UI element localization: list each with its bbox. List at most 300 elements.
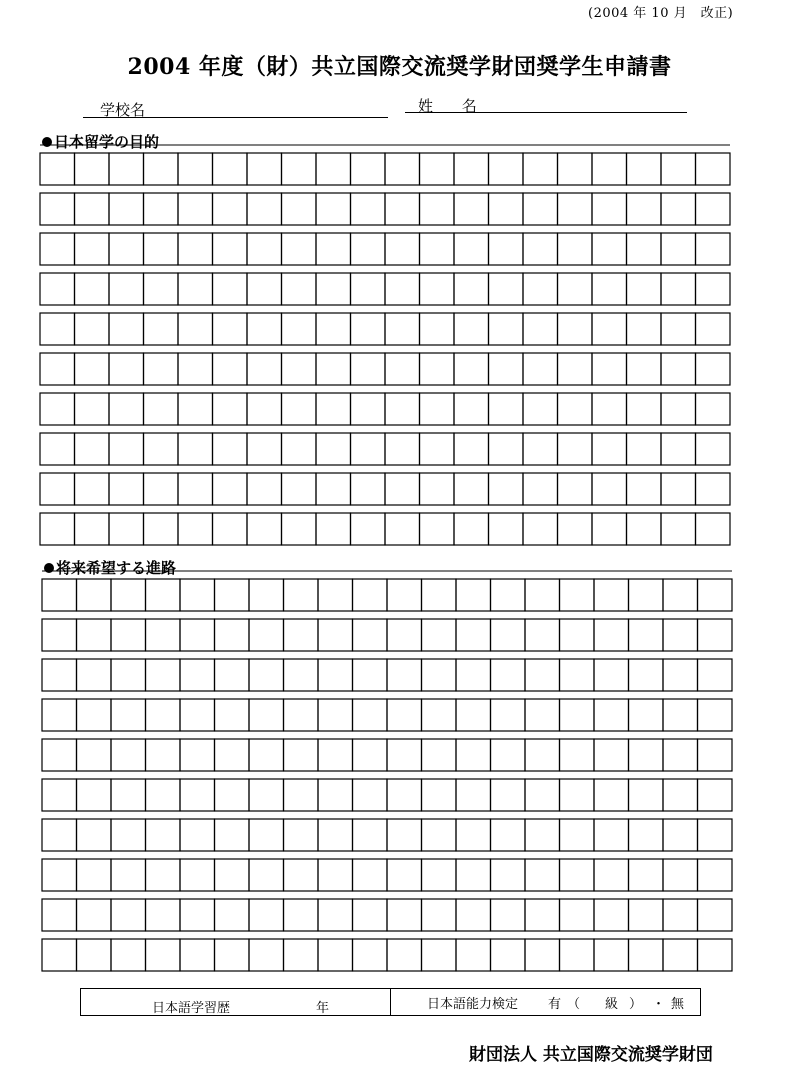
grid-cell[interactable] (247, 313, 282, 345)
grid-cell[interactable] (385, 273, 420, 305)
grid-cell[interactable] (560, 619, 595, 651)
grid-cell[interactable] (318, 659, 353, 691)
grid-cell[interactable] (318, 819, 353, 851)
grid-cell[interactable] (111, 939, 146, 971)
grid-cell[interactable] (247, 233, 282, 265)
grid-cell[interactable] (77, 739, 112, 771)
grid-cell[interactable] (456, 659, 491, 691)
grid-cell[interactable] (42, 739, 77, 771)
grid-cell[interactable] (456, 739, 491, 771)
grid-cell[interactable] (247, 193, 282, 225)
grid-cell[interactable] (560, 779, 595, 811)
grid-cell[interactable] (77, 579, 112, 611)
grid-cell[interactable] (40, 233, 75, 265)
grid-cell[interactable] (213, 353, 248, 385)
grid-cell[interactable] (318, 739, 353, 771)
grid-cell[interactable] (627, 313, 662, 345)
grid-cell[interactable] (525, 819, 560, 851)
grid-cell[interactable] (318, 579, 353, 611)
grid-cell[interactable] (249, 779, 284, 811)
grid-cell[interactable] (146, 859, 181, 891)
grid-cell[interactable] (144, 153, 179, 185)
grid-cell[interactable] (284, 659, 319, 691)
grid-cell[interactable] (698, 699, 733, 731)
grid-cell[interactable] (592, 353, 627, 385)
grid-cell[interactable] (318, 899, 353, 931)
grid-cell[interactable] (77, 819, 112, 851)
grid-cell[interactable] (215, 819, 250, 851)
grid-cell[interactable] (77, 859, 112, 891)
grid-cell[interactable] (387, 899, 422, 931)
grid-cell[interactable] (213, 153, 248, 185)
grid-cell[interactable] (353, 819, 388, 851)
grid-cell[interactable] (178, 353, 213, 385)
grid-cell[interactable] (316, 353, 351, 385)
grid-cell[interactable] (42, 899, 77, 931)
grid-cell[interactable] (523, 193, 558, 225)
grid-cell[interactable] (663, 619, 698, 651)
grid-cell[interactable] (663, 779, 698, 811)
grid-cell[interactable] (560, 739, 595, 771)
grid-cell[interactable] (284, 899, 319, 931)
grid-cell[interactable] (353, 699, 388, 731)
grid-cell[interactable] (284, 579, 319, 611)
grid-cell[interactable] (249, 619, 284, 651)
grid-cell[interactable] (353, 619, 388, 651)
grid-cell[interactable] (109, 473, 144, 505)
grid-cell[interactable] (249, 939, 284, 971)
grid-cell[interactable] (525, 619, 560, 651)
grid-cell[interactable] (247, 473, 282, 505)
grid-cell[interactable] (629, 739, 664, 771)
grid-cell[interactable] (489, 473, 524, 505)
grid-cell[interactable] (696, 513, 731, 545)
grid-cell[interactable] (420, 473, 455, 505)
grid-cell[interactable] (558, 393, 593, 425)
grid-cell[interactable] (282, 273, 317, 305)
grid-cell[interactable] (525, 779, 560, 811)
grid-cell[interactable] (385, 393, 420, 425)
grid-cell[interactable] (353, 659, 388, 691)
grid-cell[interactable] (489, 513, 524, 545)
grid-cell[interactable] (594, 619, 629, 651)
grid-cell[interactable] (525, 899, 560, 931)
grid-cell[interactable] (249, 659, 284, 691)
grid-cell[interactable] (215, 579, 250, 611)
purpose-writing-grid[interactable] (38, 143, 732, 553)
grid-cell[interactable] (663, 939, 698, 971)
grid-cell[interactable] (178, 153, 213, 185)
grid-cell[interactable] (422, 939, 457, 971)
grid-cell[interactable] (456, 619, 491, 651)
grid-cell[interactable] (282, 193, 317, 225)
applicant-name-field[interactable] (405, 112, 687, 113)
grid-cell[interactable] (180, 899, 215, 931)
grid-cell[interactable] (698, 659, 733, 691)
grid-cell[interactable] (663, 659, 698, 691)
grid-cell[interactable] (387, 819, 422, 851)
grid-cell[interactable] (40, 473, 75, 505)
grid-cell[interactable] (560, 859, 595, 891)
grid-cell[interactable] (661, 353, 696, 385)
grid-cell[interactable] (351, 473, 386, 505)
grid-cell[interactable] (215, 659, 250, 691)
grid-cell[interactable] (247, 153, 282, 185)
grid-cell[interactable] (77, 899, 112, 931)
grid-cell[interactable] (661, 153, 696, 185)
grid-cell[interactable] (351, 313, 386, 345)
grid-cell[interactable] (316, 393, 351, 425)
grid-cell[interactable] (523, 313, 558, 345)
grid-cell[interactable] (42, 699, 77, 731)
grid-cell[interactable] (696, 313, 731, 345)
jlpt-no-option[interactable]: 無 (671, 997, 685, 1012)
grid-cell[interactable] (385, 193, 420, 225)
grid-cell[interactable] (215, 739, 250, 771)
grid-cell[interactable] (385, 153, 420, 185)
grid-cell[interactable] (75, 233, 110, 265)
grid-cell[interactable] (351, 153, 386, 185)
grid-cell[interactable] (282, 513, 317, 545)
grid-cell[interactable] (629, 579, 664, 611)
grid-cell[interactable] (491, 779, 526, 811)
grid-cell[interactable] (523, 153, 558, 185)
grid-cell[interactable] (284, 819, 319, 851)
grid-cell[interactable] (629, 819, 664, 851)
grid-cell[interactable] (351, 393, 386, 425)
grid-cell[interactable] (696, 153, 731, 185)
grid-cell[interactable] (489, 433, 524, 465)
grid-cell[interactable] (178, 513, 213, 545)
grid-cell[interactable] (558, 433, 593, 465)
grid-cell[interactable] (663, 579, 698, 611)
grid-cell[interactable] (560, 579, 595, 611)
grid-cell[interactable] (558, 153, 593, 185)
grid-cell[interactable] (491, 619, 526, 651)
grid-cell[interactable] (523, 233, 558, 265)
grid-cell[interactable] (144, 433, 179, 465)
grid-cell[interactable] (627, 513, 662, 545)
grid-cell[interactable] (523, 353, 558, 385)
grid-cell[interactable] (282, 313, 317, 345)
grid-cell[interactable] (489, 153, 524, 185)
grid-cell[interactable] (213, 473, 248, 505)
grid-cell[interactable] (351, 273, 386, 305)
grid-cell[interactable] (282, 353, 317, 385)
grid-cell[interactable] (213, 193, 248, 225)
grid-cell[interactable] (454, 353, 489, 385)
grid-cell[interactable] (180, 819, 215, 851)
grid-cell[interactable] (318, 859, 353, 891)
grid-cell[interactable] (213, 513, 248, 545)
grid-cell[interactable] (661, 513, 696, 545)
grid-cell[interactable] (178, 393, 213, 425)
grid-cell[interactable] (111, 579, 146, 611)
grid-cell[interactable] (109, 193, 144, 225)
grid-cell[interactable] (661, 473, 696, 505)
grid-cell[interactable] (592, 473, 627, 505)
grid-cell[interactable] (525, 699, 560, 731)
grid-cell[interactable] (316, 153, 351, 185)
grid-cell[interactable] (454, 193, 489, 225)
grid-cell[interactable] (385, 473, 420, 505)
grid-cell[interactable] (663, 819, 698, 851)
grid-cell[interactable] (525, 939, 560, 971)
grid-cell[interactable] (422, 579, 457, 611)
grid-cell[interactable] (523, 433, 558, 465)
grid-cell[interactable] (422, 659, 457, 691)
grid-cell[interactable] (316, 473, 351, 505)
grid-cell[interactable] (351, 233, 386, 265)
grid-cell[interactable] (42, 659, 77, 691)
grid-cell[interactable] (629, 859, 664, 891)
grid-cell[interactable] (353, 779, 388, 811)
grid-cell[interactable] (111, 619, 146, 651)
grid-cell[interactable] (491, 819, 526, 851)
future-writing-grid[interactable] (40, 569, 734, 979)
grid-cell[interactable] (40, 273, 75, 305)
grid-cell[interactable] (489, 233, 524, 265)
grid-cell[interactable] (249, 739, 284, 771)
grid-cell[interactable] (387, 699, 422, 731)
grid-cell[interactable] (318, 779, 353, 811)
grid-cell[interactable] (385, 313, 420, 345)
grid-cell[interactable] (75, 273, 110, 305)
grid-cell[interactable] (592, 313, 627, 345)
grid-cell[interactable] (42, 779, 77, 811)
grid-cell[interactable] (77, 779, 112, 811)
grid-cell[interactable] (144, 273, 179, 305)
grid-cell[interactable] (491, 699, 526, 731)
grid-cell[interactable] (284, 699, 319, 731)
grid-cell[interactable] (629, 779, 664, 811)
grid-cell[interactable] (144, 233, 179, 265)
grid-cell[interactable] (111, 779, 146, 811)
grid-cell[interactable] (558, 313, 593, 345)
grid-cell[interactable] (282, 433, 317, 465)
grid-cell[interactable] (661, 193, 696, 225)
grid-cell[interactable] (420, 153, 455, 185)
grid-cell[interactable] (77, 619, 112, 651)
grid-cell[interactable] (215, 619, 250, 651)
grid-cell[interactable] (420, 353, 455, 385)
grid-cell[interactable] (387, 659, 422, 691)
grid-cell[interactable] (454, 433, 489, 465)
grid-cell[interactable] (491, 739, 526, 771)
grid-cell[interactable] (491, 939, 526, 971)
grid-cell[interactable] (387, 619, 422, 651)
grid-cell[interactable] (592, 433, 627, 465)
grid-cell[interactable] (420, 193, 455, 225)
grid-cell[interactable] (698, 819, 733, 851)
grid-cell[interactable] (592, 273, 627, 305)
grid-cell[interactable] (629, 939, 664, 971)
grid-cell[interactable] (456, 939, 491, 971)
grid-cell[interactable] (422, 899, 457, 931)
grid-cell[interactable] (629, 899, 664, 931)
grid-cell[interactable] (180, 619, 215, 651)
grid-cell[interactable] (491, 899, 526, 931)
grid-cell[interactable] (75, 433, 110, 465)
grid-cell[interactable] (456, 579, 491, 611)
grid-cell[interactable] (42, 619, 77, 651)
grid-cell[interactable] (351, 433, 386, 465)
grid-cell[interactable] (592, 393, 627, 425)
grid-cell[interactable] (663, 739, 698, 771)
grid-cell[interactable] (560, 939, 595, 971)
grid-cell[interactable] (698, 859, 733, 891)
grid-cell[interactable] (627, 433, 662, 465)
grid-cell[interactable] (318, 699, 353, 731)
grid-cell[interactable] (661, 433, 696, 465)
grid-cell[interactable] (627, 473, 662, 505)
school-name-field[interactable] (83, 117, 388, 118)
grid-cell[interactable] (75, 353, 110, 385)
grid-cell[interactable] (42, 939, 77, 971)
grid-cell[interactable] (558, 193, 593, 225)
grid-cell[interactable] (592, 233, 627, 265)
grid-cell[interactable] (249, 819, 284, 851)
grid-cell[interactable] (144, 313, 179, 345)
grid-cell[interactable] (696, 433, 731, 465)
grid-cell[interactable] (111, 819, 146, 851)
grid-cell[interactable] (353, 939, 388, 971)
grid-cell[interactable] (284, 939, 319, 971)
grid-cell[interactable] (422, 819, 457, 851)
grid-cell[interactable] (75, 473, 110, 505)
jlpt-yes-option[interactable]: 有 (548, 997, 562, 1012)
grid-cell[interactable] (696, 473, 731, 505)
grid-cell[interactable] (627, 193, 662, 225)
grid-cell[interactable] (661, 393, 696, 425)
grid-cell[interactable] (629, 699, 664, 731)
grid-cell[interactable] (696, 273, 731, 305)
grid-cell[interactable] (144, 393, 179, 425)
grid-cell[interactable] (592, 513, 627, 545)
grid-cell[interactable] (422, 619, 457, 651)
grid-cell[interactable] (594, 939, 629, 971)
grid-cell[interactable] (594, 859, 629, 891)
grid-cell[interactable] (77, 659, 112, 691)
grid-cell[interactable] (146, 899, 181, 931)
grid-cell[interactable] (284, 859, 319, 891)
grid-cell[interactable] (698, 619, 733, 651)
grid-cell[interactable] (213, 273, 248, 305)
grid-cell[interactable] (249, 859, 284, 891)
grid-cell[interactable] (40, 433, 75, 465)
grid-cell[interactable] (454, 393, 489, 425)
grid-cell[interactable] (456, 819, 491, 851)
grid-cell[interactable] (594, 899, 629, 931)
grid-cell[interactable] (180, 859, 215, 891)
grid-cell[interactable] (213, 313, 248, 345)
grid-cell[interactable] (627, 153, 662, 185)
grid-cell[interactable] (213, 233, 248, 265)
grid-cell[interactable] (558, 473, 593, 505)
grid-cell[interactable] (422, 739, 457, 771)
grid-cell[interactable] (525, 859, 560, 891)
grid-cell[interactable] (420, 513, 455, 545)
grid-cell[interactable] (247, 513, 282, 545)
grid-cell[interactable] (316, 313, 351, 345)
grid-cell[interactable] (247, 353, 282, 385)
grid-cell[interactable] (284, 619, 319, 651)
grid-cell[interactable] (454, 513, 489, 545)
grid-cell[interactable] (698, 779, 733, 811)
grid-cell[interactable] (454, 153, 489, 185)
grid-cell[interactable] (696, 233, 731, 265)
grid-cell[interactable] (661, 233, 696, 265)
grid-cell[interactable] (75, 153, 110, 185)
grid-cell[interactable] (282, 393, 317, 425)
grid-cell[interactable] (523, 513, 558, 545)
grid-cell[interactable] (420, 233, 455, 265)
grid-cell[interactable] (387, 579, 422, 611)
grid-cell[interactable] (353, 899, 388, 931)
grid-cell[interactable] (178, 193, 213, 225)
grid-cell[interactable] (282, 153, 317, 185)
grid-cell[interactable] (109, 513, 144, 545)
grid-cell[interactable] (40, 513, 75, 545)
grid-cell[interactable] (316, 273, 351, 305)
grid-cell[interactable] (456, 699, 491, 731)
grid-cell[interactable] (40, 193, 75, 225)
grid-cell[interactable] (353, 739, 388, 771)
grid-cell[interactable] (180, 659, 215, 691)
grid-cell[interactable] (420, 273, 455, 305)
grid-cell[interactable] (525, 659, 560, 691)
grid-cell[interactable] (523, 273, 558, 305)
grid-cell[interactable] (146, 819, 181, 851)
grid-cell[interactable] (318, 619, 353, 651)
grid-cell[interactable] (456, 859, 491, 891)
grid-cell[interactable] (247, 393, 282, 425)
grid-cell[interactable] (385, 353, 420, 385)
grid-cell[interactable] (525, 739, 560, 771)
grid-cell[interactable] (489, 273, 524, 305)
grid-cell[interactable] (178, 273, 213, 305)
grid-cell[interactable] (422, 859, 457, 891)
grid-cell[interactable] (215, 939, 250, 971)
grid-cell[interactable] (385, 433, 420, 465)
grid-cell[interactable] (111, 739, 146, 771)
grid-cell[interactable] (351, 353, 386, 385)
grid-cell[interactable] (180, 779, 215, 811)
grid-cell[interactable] (558, 513, 593, 545)
grid-cell[interactable] (75, 313, 110, 345)
grid-cell[interactable] (249, 899, 284, 931)
grid-cell[interactable] (558, 273, 593, 305)
grid-cell[interactable] (698, 739, 733, 771)
grid-cell[interactable] (75, 513, 110, 545)
grid-cell[interactable] (491, 859, 526, 891)
grid-cell[interactable] (180, 579, 215, 611)
grid-cell[interactable] (249, 579, 284, 611)
grid-cell[interactable] (489, 353, 524, 385)
grid-cell[interactable] (180, 739, 215, 771)
grid-cell[interactable] (144, 473, 179, 505)
grid-cell[interactable] (420, 313, 455, 345)
grid-cell[interactable] (318, 939, 353, 971)
grid-cell[interactable] (454, 273, 489, 305)
grid-cell[interactable] (560, 819, 595, 851)
grid-cell[interactable] (491, 579, 526, 611)
grid-cell[interactable] (316, 233, 351, 265)
grid-cell[interactable] (456, 779, 491, 811)
grid-cell[interactable] (40, 353, 75, 385)
grid-cell[interactable] (178, 313, 213, 345)
grid-cell[interactable] (215, 899, 250, 931)
